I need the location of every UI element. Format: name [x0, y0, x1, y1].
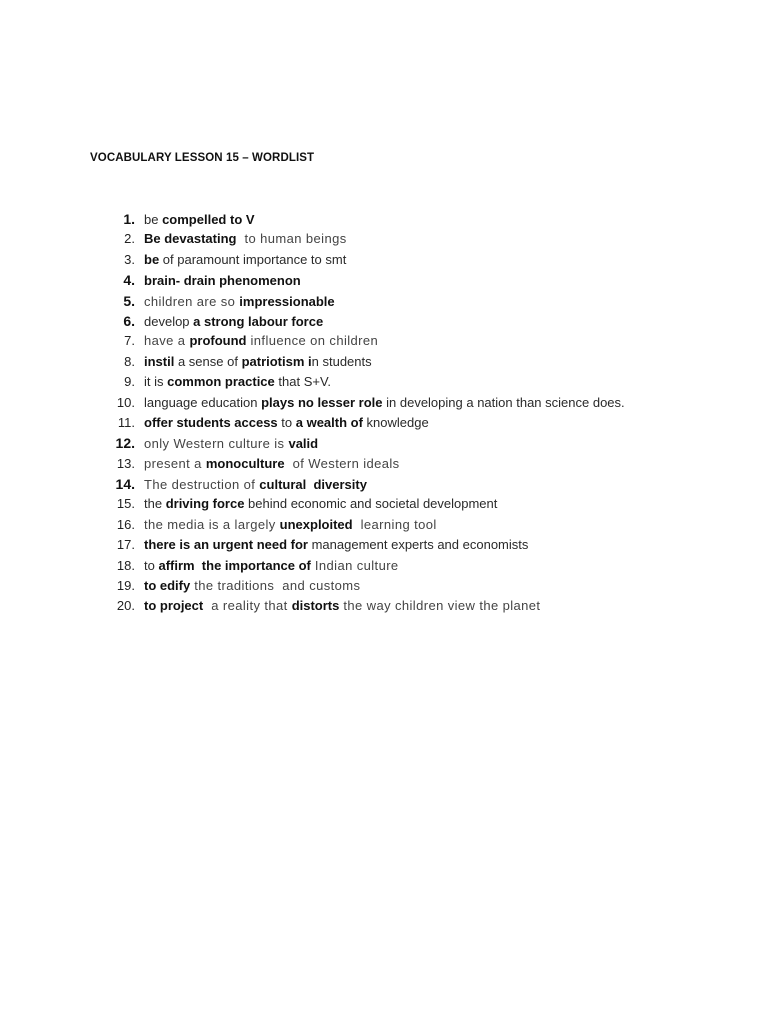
- key-phrase: to project: [144, 598, 204, 614]
- phrase-text: influence on children: [246, 333, 379, 349]
- item-number: 8.: [124, 353, 135, 369]
- phrase-text: present a: [144, 455, 206, 471]
- key-phrase: common practice: [167, 374, 275, 390]
- item-text: [143, 271, 301, 291]
- wordlist-item: [108, 229, 708, 249]
- wordlist-item: [108, 372, 708, 392]
- item-number: 18.: [116, 557, 135, 573]
- wordlist-item: [108, 209, 708, 229]
- phrase-text: the media is a largely: [144, 516, 280, 532]
- wordlist-item: [108, 494, 708, 514]
- wordlist-item: [108, 454, 708, 474]
- phrase-text: the: [144, 496, 166, 512]
- key-phrase: compelled to V: [162, 212, 255, 227]
- key-phrase: there is an urgent need for: [144, 537, 308, 553]
- vocabulary-wordlist: [108, 209, 708, 617]
- item-number: 17.: [116, 537, 135, 553]
- key-phrase: profound: [189, 333, 247, 349]
- item-text: [143, 494, 497, 514]
- key-phrase: valid: [288, 436, 319, 452]
- phrase-text: it is: [144, 374, 168, 390]
- phrase-text: The destruction of: [144, 477, 260, 493]
- wordlist-item: [108, 515, 708, 535]
- wordlist-item: [108, 291, 708, 311]
- phrase-text: to human beings: [236, 231, 347, 247]
- item-number: 2.: [124, 231, 135, 247]
- phrase-text: have a: [144, 333, 190, 349]
- item-number: 5.: [123, 292, 135, 309]
- item-number: 15.: [116, 496, 135, 512]
- item-text: [143, 372, 331, 392]
- phrase-text: develop: [144, 313, 194, 329]
- item-text: [143, 475, 367, 495]
- wordlist-item: [108, 474, 708, 494]
- phrase-text: in developing a nation than science does.: [382, 394, 625, 410]
- item-text: [143, 413, 429, 433]
- wordlist-item: [108, 535, 708, 555]
- document-title: VOCABULARY LESSON 15 – WORDLIST: [90, 152, 315, 164]
- key-phrase: Be devastating: [144, 231, 237, 247]
- item-number: 3.: [124, 251, 135, 267]
- item-number: 4.: [123, 272, 135, 289]
- phrase-text: that S+V.: [274, 374, 332, 390]
- phrase-text: a reality that: [203, 598, 292, 614]
- phrase-text: of paramount importance to smt: [159, 251, 347, 267]
- item-number: 19.: [116, 578, 135, 594]
- item-text: [143, 312, 323, 332]
- item-number: 20.: [116, 598, 135, 614]
- key-phrase: distorts: [291, 598, 340, 614]
- key-phrase: offer students access: [144, 414, 278, 430]
- phrase-text: to: [144, 557, 159, 573]
- wordlist-item: [108, 413, 708, 433]
- item-number: 6.: [123, 312, 135, 329]
- key-phrase: be: [144, 251, 160, 267]
- wordlist-item: [108, 331, 708, 351]
- item-number: 7.: [124, 333, 135, 349]
- phrase-text: of Western ideals: [284, 455, 400, 471]
- item-text: [143, 454, 400, 474]
- item-text: [143, 393, 625, 413]
- phrase-text: learning tool: [352, 516, 437, 532]
- phrase-text: a sense of: [174, 353, 242, 369]
- item-text: [143, 250, 346, 270]
- key-phrase: patriotism i: [241, 353, 312, 369]
- key-phrase: monoculture: [205, 455, 285, 471]
- phrase-text: behind economic and societal development: [244, 496, 498, 512]
- wordlist-item: [108, 352, 708, 372]
- wordlist-item: [108, 596, 708, 616]
- item-number: 12.: [115, 435, 135, 452]
- key-phrase: to edify: [144, 578, 191, 594]
- item-text: [143, 352, 372, 372]
- phrase-text: n students: [311, 353, 372, 369]
- phrase-text: language education: [144, 394, 262, 410]
- key-phrase: impressionable: [239, 293, 335, 309]
- key-phrase: unexploited: [279, 516, 353, 532]
- phrase-text: Indian culture: [310, 557, 399, 573]
- wordlist-item: [108, 250, 708, 270]
- phrase-text: management experts and economists: [307, 537, 529, 553]
- item-text: [143, 596, 540, 616]
- key-phrase: cultural diversity: [259, 477, 367, 493]
- key-phrase: a wealth of: [295, 414, 363, 430]
- item-number: 9.: [124, 374, 135, 390]
- key-phrase: driving force: [165, 496, 245, 512]
- wordlist-item: [108, 393, 708, 413]
- key-phrase: a strong labour force: [193, 313, 324, 329]
- item-text: [143, 576, 360, 596]
- phrase-text: knowledge: [362, 414, 429, 430]
- item-number: 14.: [115, 476, 135, 493]
- phrase-text: only Western culture is: [144, 436, 289, 452]
- key-phrase: instil: [144, 353, 175, 369]
- item-text: [143, 210, 255, 230]
- wordlist-item: [108, 311, 708, 331]
- wordlist-item: [108, 576, 708, 596]
- item-text: [143, 331, 378, 351]
- item-number: 10.: [116, 394, 135, 410]
- wordlist-item: [108, 556, 708, 576]
- key-phrase: affirm the importance of: [158, 557, 311, 573]
- key-phrase: plays no lesser role: [261, 394, 383, 410]
- phrase-text: the way children view the planet: [339, 598, 541, 614]
- item-text: [143, 556, 399, 576]
- item-number: 1.: [123, 211, 135, 227]
- item-text: [143, 292, 335, 312]
- item-text: [143, 229, 347, 249]
- phrase-text: the traditions and customs: [190, 578, 361, 594]
- phrase-text: be: [144, 212, 163, 227]
- phrase-text: to: [277, 414, 296, 430]
- item-number: 16.: [116, 516, 135, 532]
- wordlist-item: [108, 433, 708, 453]
- wordlist-item: [108, 270, 708, 290]
- item-number: 11.: [117, 414, 135, 430]
- key-phrase: brain- drain phenomenon: [144, 273, 301, 289]
- item-text: [143, 515, 437, 535]
- item-text: [143, 434, 318, 454]
- item-text: [143, 535, 528, 555]
- item-number: 13.: [116, 455, 135, 471]
- phrase-text: children are so: [144, 293, 240, 309]
